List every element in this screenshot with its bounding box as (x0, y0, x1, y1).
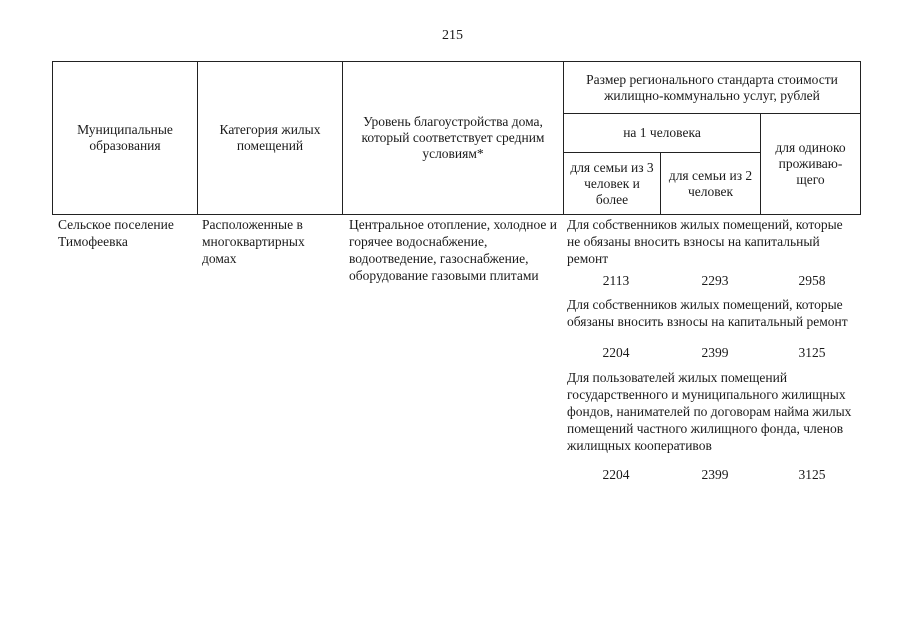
value-family-3: 2204 (602, 345, 630, 360)
header-category: Категория жилых помещений (198, 62, 343, 215)
header-level: Уровень благоустройства дома, который соответствует средним условиям* (343, 62, 564, 215)
table-header (52, 61, 861, 215)
value-family-2: 2293 (701, 273, 729, 288)
header-per-person: на 1 человека (564, 114, 761, 153)
standard-group-2 (567, 296, 857, 361)
page-number: 215 (442, 28, 463, 43)
cell-municipality: Сельское поселение Тимофеевка (58, 217, 174, 249)
standard-group-label: Для собственников жилых помещений, которые обязаны вносить взносы на капитальный ремонт (567, 297, 848, 329)
cell-category: Расположенные в многоквартирных домах (202, 217, 305, 266)
header-standard: Размер регионального стандарта стоимости жилищно-коммунально услуг, рублей (564, 62, 861, 114)
standard-group-3 (567, 369, 857, 483)
standard-group-values (567, 272, 857, 289)
value-single: 3125 (798, 467, 826, 482)
header-single: для одиноко проживаю- щего (761, 114, 861, 215)
standard-group-1 (567, 216, 857, 289)
value-family-3: 2204 (602, 467, 630, 482)
value-single: 2958 (798, 273, 826, 288)
value-family-3: 2113 (602, 273, 630, 288)
standard-group-values (567, 466, 857, 483)
standard-group-label: Для собственников жилых помещений, которые не обязаны вносить взносы на капитальный ремонт (567, 217, 843, 266)
value-family-2: 2399 (701, 467, 729, 482)
header-family-3: для семьи из 3 человек и более (564, 153, 661, 215)
value-family-2: 2399 (701, 345, 729, 360)
header-municipality: Муниципальные образования (53, 62, 198, 215)
value-single: 3125 (798, 345, 826, 360)
cell-standards (567, 216, 857, 483)
standard-group-values (567, 344, 857, 361)
cell-level: Центральное отопление, холодное и горячее водоснабжение, водоотведение, газоснабжение, оборудование газовыми плитами (349, 217, 557, 283)
header-family-2: для семьи из 2 человек (661, 153, 761, 215)
standard-group-label: Для пользователей жилых помещений государственного и муниципального жилищных фондов, нанимателей по договорам найма жилых помещений частного жилищного фонда, членов жилищных кооперативов (567, 370, 852, 453)
